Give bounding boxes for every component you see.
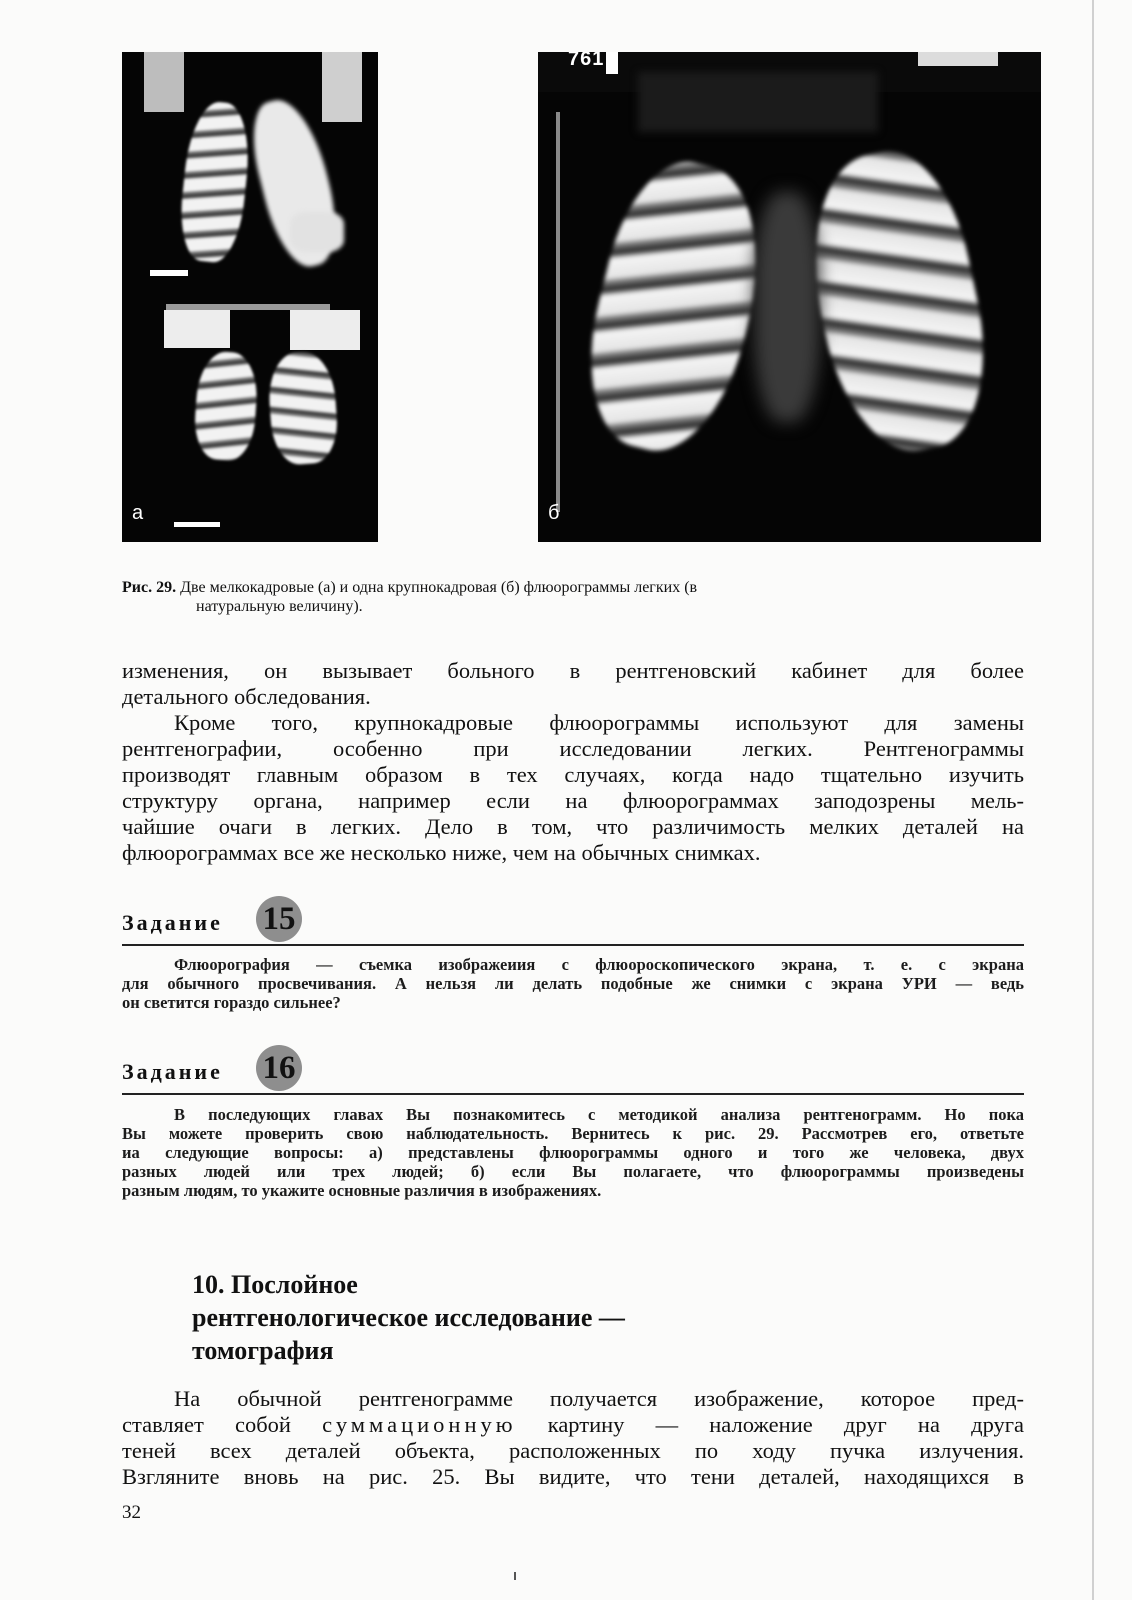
emphasized-word: суммационную bbox=[322, 1412, 517, 1437]
task-16-heading bbox=[122, 1047, 1024, 1091]
text-line: структуру органа, например если на флюорограммах заподозрены мель- bbox=[122, 788, 1024, 813]
text-line: изменения, он вызывает больного в рентгеновский кабинет для более bbox=[122, 658, 1024, 683]
section-title-line: рентгенологическое исследование — bbox=[192, 1303, 625, 1332]
page-edge-line bbox=[1092, 0, 1094, 1600]
task-heading-word: Задание bbox=[122, 910, 223, 935]
text-line: Флюорография — съемка изображеиия с флюороскопического экрана, т. е. с экрана bbox=[174, 955, 1024, 974]
caption-text-line1: Две мелкокадровые (а) и одна крупнокадровая (б) флюорограммы легких (в bbox=[180, 579, 698, 596]
fluorogram-large-frame-image bbox=[538, 52, 1041, 542]
section-title-line: 10. Послойное bbox=[192, 1270, 358, 1299]
text-line: разным людям, то укажите основные различия в изображениях. bbox=[122, 1181, 602, 1200]
task-15-heading bbox=[122, 898, 1024, 942]
text-line: Кроме того, крупнокадровые флюорограммы используют для замены bbox=[174, 710, 1024, 735]
text-line: флюорограммах все же несколько ниже, чем на обычных снимках. bbox=[122, 840, 761, 865]
text-line: рентгенографии, особенно при исследовании легких. Рентгенограммы bbox=[122, 736, 1024, 761]
text-fragment: картину — наложение друг на друга bbox=[547, 1412, 1025, 1437]
text-line: Взгляните вновь на рис. 25. Вы видите, что тени деталей, находящихся в bbox=[122, 1464, 1024, 1489]
text-line bbox=[122, 1412, 1024, 1438]
text-line: теней всех деталей объекта, расположенных по ходу пучка излучения. bbox=[122, 1438, 1024, 1463]
heading-rule bbox=[122, 944, 1024, 946]
text-line: На обычной рентгенограмме получается изображение, которое пред- bbox=[174, 1386, 1024, 1411]
task-16-text bbox=[122, 1105, 1024, 1200]
section-title-line: томография bbox=[192, 1336, 334, 1365]
text-line: Вы можете проверить свою наблюдательность. Вернитесь к рис. 29. Рассмотрев его, ответьте bbox=[122, 1124, 1024, 1143]
panel-a-label: а bbox=[132, 502, 144, 524]
heading-rule bbox=[122, 1093, 1024, 1095]
text-line: разных людей или трех людей; б) если Вы полагаете, что флюорограммы произведены bbox=[122, 1162, 1024, 1181]
caption-text-line2: натуральную величину). bbox=[196, 598, 363, 615]
film-mark: 761 bbox=[568, 52, 605, 70]
body-paragraph-2 bbox=[122, 710, 1024, 866]
text-line: детального обследования. bbox=[122, 684, 371, 709]
text-fragment: ставляет собой bbox=[122, 1412, 291, 1437]
page-number: 32 bbox=[122, 1502, 141, 1523]
section-title bbox=[192, 1268, 792, 1367]
fluorogram-small-frames-image bbox=[122, 52, 378, 542]
task-15-text bbox=[122, 955, 1024, 1012]
text-line: чайшие очаги в легких. Дело в том, что различимость мелких деталей на bbox=[122, 814, 1024, 839]
body-paragraph-1 bbox=[122, 658, 1024, 710]
scan-speck bbox=[514, 1572, 516, 1580]
task-number-badge: 15 bbox=[256, 896, 302, 942]
text-line: иа следующие вопросы: а) представлены флюорограммы одного и того же человека, двух bbox=[122, 1143, 1024, 1162]
figure-caption bbox=[122, 578, 1040, 597]
text-line: для обычного просвечивания. А нельзя ли делать подобные же снимки с экрана УРИ — ведь bbox=[122, 974, 1024, 993]
text-line: производят главным образом в тех случаях, когда надо тщательно изучить bbox=[122, 762, 1024, 787]
task-heading-word: Задание bbox=[122, 1059, 223, 1084]
caption-label: Рис. 29. bbox=[122, 579, 177, 596]
panel-b-label: б bbox=[548, 502, 560, 524]
section-paragraph bbox=[122, 1386, 1024, 1490]
task-number-badge: 16 bbox=[256, 1045, 302, 1091]
text-line: он светится гораздо сильнее? bbox=[122, 993, 341, 1012]
text-line: В последующих главах Вы познакомитесь с методикой анализа рентгенограмм. Но пока bbox=[174, 1105, 1024, 1124]
